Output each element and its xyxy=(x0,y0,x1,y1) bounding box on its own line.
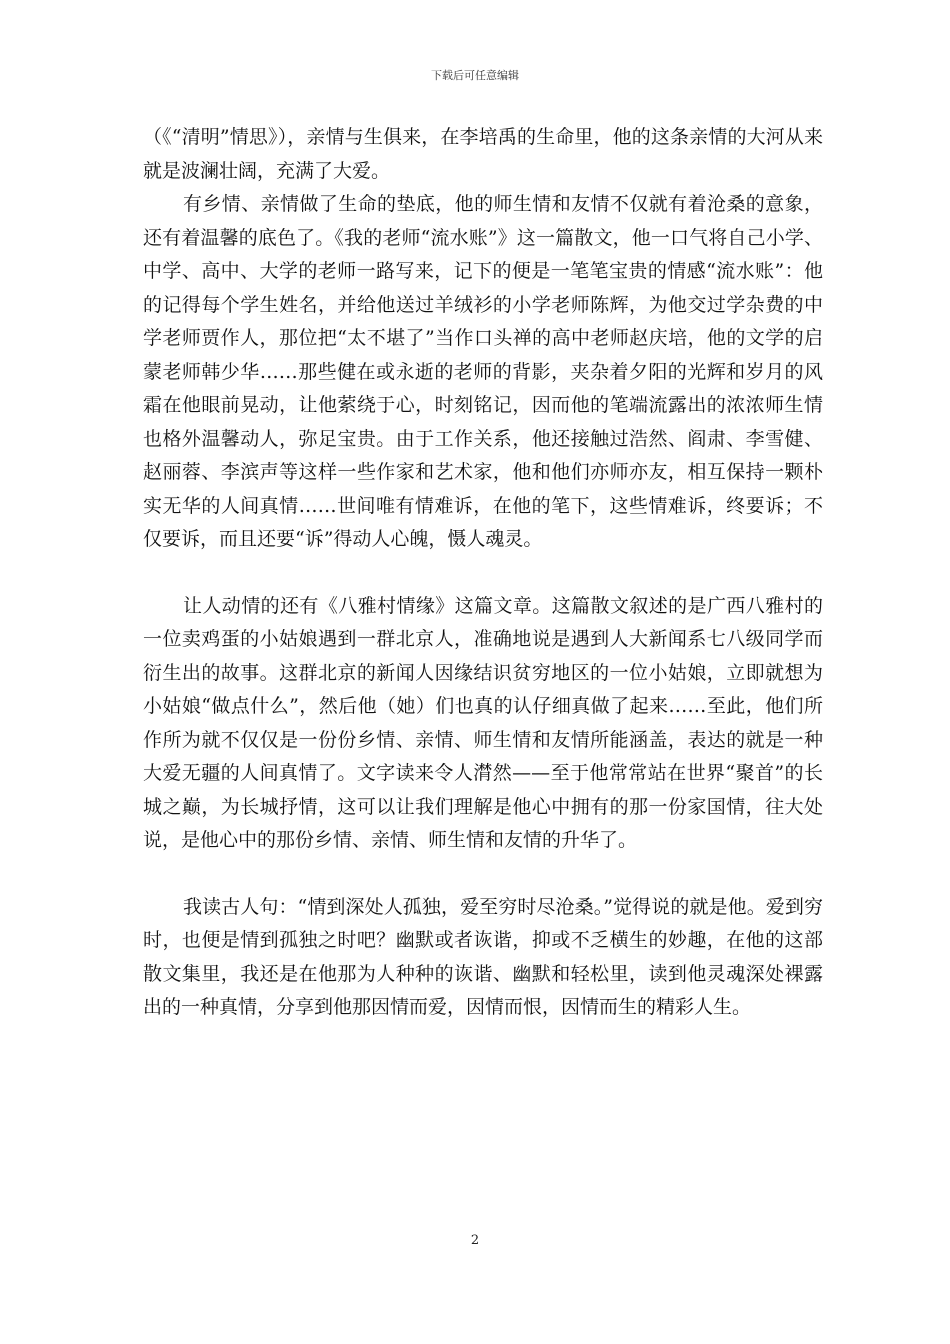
page-number: 2 xyxy=(470,1233,480,1248)
paragraph-teachers-friends: 有乡情、亲情做了生命的垫底，他的师生情和友情不仅就有着沧桑的意象，还有着温馨的底色了。《我的老师“流水账”》这一篇散文，他一口气将自己小学、中学、高中、大学的老师一路写来，记下的便是一笔笔宝贵的情感“流水账”：他的记得每个学生姓名，并给他送过羊绒衫的小学老师陈辉，为他交过学杂费的中学老师贾作人，那位把“太不堪了”当作口头禅的高中老师赵庆培，他的文学的启蒙老师韩少华……那些健在或永逝的老师的背影，夹杂着夕阳的光辉和岁月的风霜在他眼前晃动，让他萦绕于心，时刻铭记，因而他的笔端流露出的浓浓师生情也格外温馨动人，弥足宝贵。由于工作关系，他还接触过浩然、阎肃、李雪健、赵丽蓉、李滨声等这样一些作家和艺术家，他和他们亦师亦友，相互保持一颗朴实无华的人间真情……世间唯有情难诉，在他的笔下，这些情难诉，终要诉；不仅要诉，而且还要“诉”得动人心魄，慑人魂灵。 xyxy=(143,193,823,550)
page-header: 下载后可任意编辑 xyxy=(431,69,519,82)
paragraph-conclusion: 我读古人句：“情到深处人孤独，爱至穷时尽沧桑。”觉得说的就是他。爱到穷时，也便是情到孤独之时吧？幽默或者诙谐，抑或不乏横生的妙趣，在他的这部散文集里，我还是在他那为人种种的诙谐、幽默和轻松里，读到他灵魂深处裸露出的一种真情，分享到他那因情而爱，因情而恨，因情而生的精彩人生。 xyxy=(143,895,823,1018)
paragraph-continuation: （《“清明”情思》），亲情与生俱来，在李培禹的生命里，他的这条亲情的大河从来就是波澜壮阔，充满了大爱。 xyxy=(143,126,823,182)
paragraph-baya-village: 让人动情的还有《八雅村情缘》这篇文章。这篇散文叙述的是广西八雅村的一位卖鸡蛋的小姑娘遇到一群北京人，准确地说是遇到人大新闻系七八级同学而衍生出的故事。这群北京的新闻人因缘结识贫穷地区的一位小姑娘，立即就想为小姑娘“做点什么”，然后他（她）们也真的认仔细真做了起来……至此，他们所作所为就不仅仅是一份份乡情、亲情、师生情和友情所能涵盖，表达的就是一种大爱无疆的人间真情了。文字读来令人潸然——至于他常常站在世界“聚首”的长城之巅，为长城抒情，这可以让我们理解是他心中拥有的那一份家国情，往大处说，是他心中的那份乡情、亲情、师生情和友情的升华了。 xyxy=(143,594,823,851)
document-body xyxy=(143,121,823,1025)
